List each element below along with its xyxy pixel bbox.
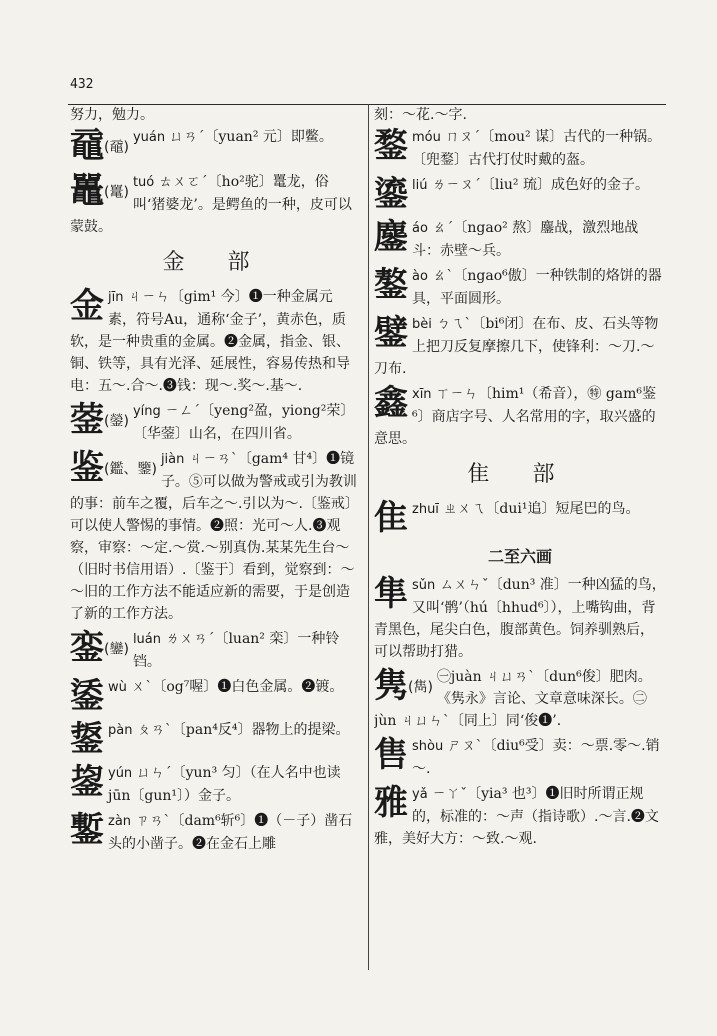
headword: 蓥(鎣) xyxy=(70,399,129,440)
section-title-jin: 金 部 xyxy=(162,249,268,275)
definition: ㄓㄨㄟ〔dui¹追〕短尾巴的鸟。 xyxy=(438,501,640,517)
headword: 鏖 xyxy=(374,217,408,257)
pinyin: yuán xyxy=(132,130,166,145)
headword: 雅 xyxy=(374,783,408,823)
headword: 鐾 xyxy=(374,313,408,353)
pinyin: wù xyxy=(108,679,127,695)
definition: ㄧㄚˇ〔yia³ 也³〕❶旧时所谓正规的，标准的：～声（指诗歌）.～言.❷文雅，美好大方：～致.～观. xyxy=(374,786,659,847)
dictionary-entry xyxy=(374,735,666,780)
dictionary-entry xyxy=(374,265,666,310)
definition: ㄒㄧㄣ〔him¹（希音），㊕ gam⁶鉴⁶〕商店字号、人名常用的字，取兴盛的意思。 xyxy=(374,386,657,447)
headword: 隼 xyxy=(374,574,408,614)
headword: 鏨 xyxy=(70,809,104,850)
headword: 鼉(鼍) xyxy=(70,170,129,211)
definition: ㄆㄢˋ〔pan⁴反⁴〕器物上的提梁。 xyxy=(132,721,350,738)
dictionary-entry xyxy=(70,400,360,445)
carry-over-line: 努力，勉力。 xyxy=(70,107,154,123)
dictionary-entry xyxy=(70,676,360,716)
definition: ㄠˊ〔ngao² 熬〕鏖战，激烈地战斗：赤壁～兵。 xyxy=(412,220,639,259)
headword: 鉴(鑑、鑒) xyxy=(70,447,157,488)
definition: ㄩㄣˊ〔yun³ 匀〕（在人名中也读jūn〔gun¹〕）金子。 xyxy=(108,764,341,804)
left-column xyxy=(70,104,360,858)
headword: 鏊 xyxy=(374,265,408,305)
pinyin: jīn xyxy=(108,289,124,305)
pinyin: áo xyxy=(412,221,428,236)
definition: ㄐㄧㄣ〔gim¹ 今〕❶一种金属元素，符号Au，通称‘金子’，黄赤色，质软，是一种贵重的金属。❷金属，指金、银、铜、铁等，具有光泽、延展性，容易传热和导电：五～.合～.❸钱：现～.奖～.基～. xyxy=(70,288,350,394)
pinyin: yún xyxy=(108,765,133,781)
pinyin: tuó xyxy=(132,174,155,190)
headword: 售 xyxy=(374,735,408,775)
headword: 隹 xyxy=(374,498,408,538)
definition: ㄌㄨㄢˊ〔luan² 栾〕一种铃铛。 xyxy=(132,630,340,670)
definition: ㄐㄧㄢˋ〔gam⁴ 甘⁴〕❶镜子。⑤可以做为警戒或引为教训的事：前车之覆，后车之～.引以为～.〔鉴戒〕可以使人警惕的事情。❷照：光可～人.❸观察，审察：～定.～赏.～别真伪.某某先生台～（旧时书信用语）.〔鉴于〕看到，觉察到：～～旧的工作方法不能适应新的需要，于是创造了新的工作方法。 xyxy=(70,450,359,622)
pinyin: zhuī xyxy=(412,502,439,517)
right-entry-mid xyxy=(374,498,666,538)
pinyin: yíng xyxy=(132,403,161,419)
pinyin: jiàn xyxy=(160,451,185,467)
dictionary-entry xyxy=(70,126,360,168)
dictionary-entry xyxy=(374,174,666,214)
dictionary-entry xyxy=(70,448,360,625)
dictionary-entry xyxy=(374,574,666,663)
pinyin: bèi xyxy=(412,317,432,332)
pinyin: luán xyxy=(132,631,161,647)
definition: ㄩㄢˊ〔yuan² 元〕即鳖。 xyxy=(165,129,333,145)
left-entries-top xyxy=(70,126,360,238)
right-column xyxy=(374,104,666,853)
column-divider xyxy=(368,104,369,970)
page-number: 432 xyxy=(70,77,94,92)
pinyin: pàn xyxy=(108,722,133,738)
dictionary-entry xyxy=(70,762,360,807)
variant-form: (黿) xyxy=(104,139,129,156)
definition: ㄊㄨㄛˊ〔ho²驼〕鼍龙，俗叫‘猪婆龙’。是鳄鱼的一种，皮可以蒙鼓。 xyxy=(70,173,352,235)
definition: ㄗㄢˋ〔dam⁶斩⁶〕❶（－子）凿石头的小凿子。❷在金石上雕 xyxy=(108,812,353,852)
dictionary-entry xyxy=(374,217,666,262)
dictionary-entry xyxy=(374,783,666,850)
variant-form: (鎣) xyxy=(104,413,129,429)
headword: 鋈 xyxy=(70,675,104,716)
pinyin: liú xyxy=(412,178,428,193)
pinyin: yǎ xyxy=(412,787,428,802)
headword: 隽(雋) xyxy=(374,666,433,706)
carry-over-line: 刻：～花.～字. xyxy=(374,107,467,123)
subsection-title: 二至六画 xyxy=(487,547,552,566)
headword: 鋆 xyxy=(70,761,104,802)
headword: 黿(黿) xyxy=(70,126,129,166)
left-entries-bottom xyxy=(70,286,360,855)
pinyin: shòu xyxy=(412,739,444,754)
pinyin: ào xyxy=(412,269,428,284)
definition: ㄧㄥˊ〔yeng²盈，yiong²荣〕〔华蓥〕山名，在四川省。 xyxy=(132,402,355,442)
variant-form: (鼍) xyxy=(104,184,129,200)
headword: 鑫 xyxy=(374,383,408,423)
dictionary-entry xyxy=(374,313,666,380)
pinyin: móu xyxy=(412,130,441,145)
definition: ㄌㄧㄡˊ〔liu² 琉〕成色好的金子。 xyxy=(427,177,649,193)
definition: ㄨˋ〔og⁷喔〕❶白色金属。❷镀。 xyxy=(126,678,344,695)
right-entries-bottom xyxy=(374,574,666,850)
headword: 鋬 xyxy=(70,718,104,759)
dictionary-entry xyxy=(70,171,360,238)
definition: ㊀juàn ㄐㄩㄢˋ〔dun⁶俊〕肥肉。《隽永》言论、文章意味深长。㊁jùn ㄐㄩㄣˋ〔同上〕同‘俊❶’. xyxy=(374,669,652,729)
dictionary-entry xyxy=(70,286,360,397)
definition: ㄅㄟˋ〔bi⁶闭〕在布、皮、石头等物上把刀反复摩擦几下，使锋利：～刀.～刀布. xyxy=(374,316,659,377)
headword: 鎏 xyxy=(374,174,408,214)
variant-form: (鑑、鑒) xyxy=(104,461,157,477)
definition: ㄇㄡˊ〔mou² 谋〕古代的一种锅。〔兜鍪〕古代打仗时戴的盔。 xyxy=(412,129,662,168)
dictionary-entry xyxy=(70,719,360,759)
headword: 金 xyxy=(70,285,104,326)
variant-form: (雋) xyxy=(408,679,433,696)
right-entries-top xyxy=(374,126,666,450)
dictionary-entry xyxy=(70,810,360,855)
headword: 銮(鑾) xyxy=(70,627,129,668)
dictionary-entry xyxy=(374,126,666,171)
pinyin: zàn xyxy=(108,813,132,829)
dictionary-entry xyxy=(374,666,666,732)
dictionary-entry xyxy=(70,628,360,673)
definition: ㄠˋ〔ngao⁶傲〕一种铁制的烙饼的器具，平面圆形。 xyxy=(412,268,662,307)
variant-form: (鑾) xyxy=(104,641,129,657)
pinyin: xīn xyxy=(412,387,432,402)
dictionary-entry xyxy=(374,383,666,450)
definition: ㄙㄨㄣˇ〔dun³ 准〕一种凶猛的鸟，又叫‘鹘’（hú〔hhud⁶〕），上嘴钩曲，背青黑色，尾尖白色，腹部黄色。饲养驯熟后，可以帮助打猎。 xyxy=(374,577,666,660)
dictionary-entry xyxy=(374,498,666,538)
section-title-zhui: 隹 部 xyxy=(467,462,573,487)
pinyin: sǔn xyxy=(412,578,436,593)
definition: ㄕㄡˋ〔diu⁶受〕卖：～票.零～.销～. xyxy=(412,738,660,777)
headword: 鍪 xyxy=(374,126,408,166)
